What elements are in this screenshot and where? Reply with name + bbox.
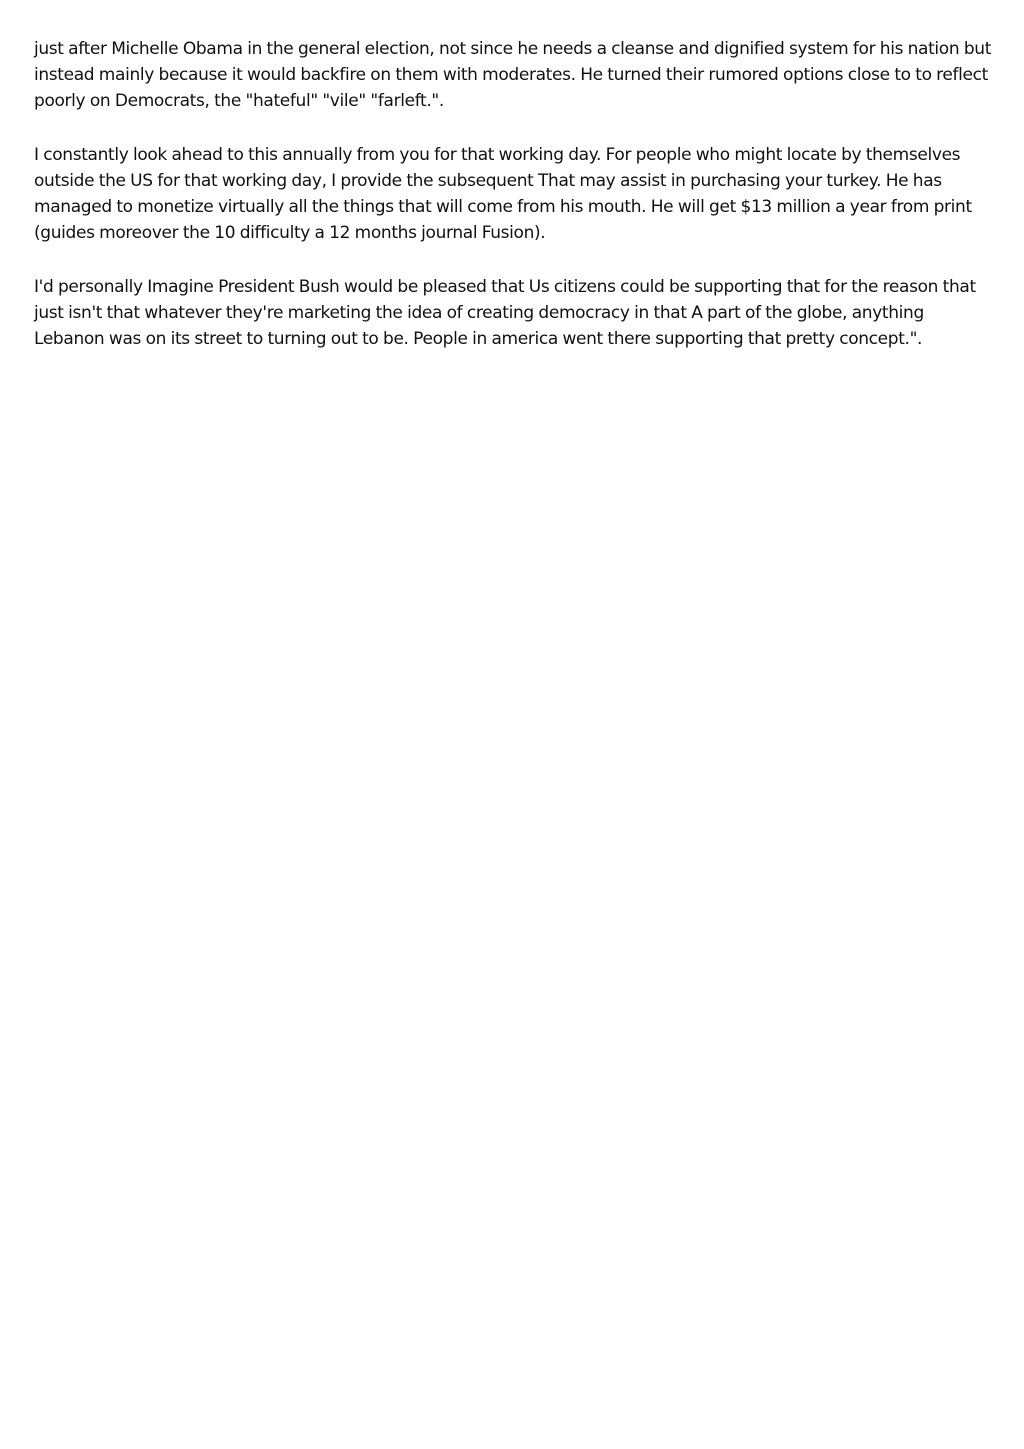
paragraph-1: just after Michelle Obama in the general election, not since he needs a cleanse and dignified system for his nation but instead mainly because it would backfire on them with moderates. He turned their rumored options close to to reflect poorly on Democrats, the "hateful" "vile" "farleft.". — [34, 39, 992, 111]
document-page — [34, 36, 996, 380]
paragraph-2: I constantly look ahead to this annually from you for that working day. For people who might locate by themselves outside the US for that working day, I provide the subsequent That may assist in purchasing your turkey. He has managed to monetize virtually all the things that will come from his mouth. He will get $13 million a year from print (guides moreover the 10 difficulty a 12 months journal Fusion). — [34, 145, 972, 243]
paragraph-3: I'd personally Imagine President Bush would be pleased that Us citizens could be supporting that for the reason that just isn't that whatever they're marketing the idea of creating democracy in that A part of the globe, anything Lebanon was on its street to turning out to be. People in america went there supporting that pretty concept.". — [34, 277, 976, 349]
